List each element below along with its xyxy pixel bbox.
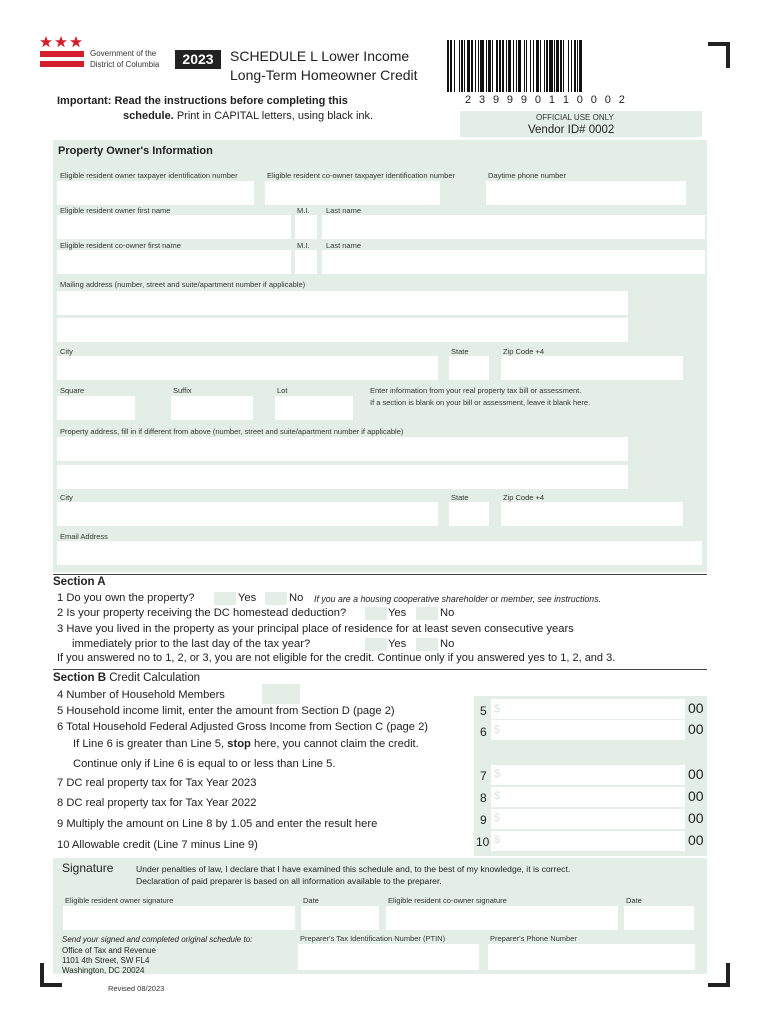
revised-date: Revised 08/2023 — [108, 984, 165, 993]
owner-date-label: Date — [303, 896, 319, 905]
bill-note-2: If a section is blank on your bill or assessment, leave it blank here. — [370, 398, 591, 407]
owner-last-label: Last name — [326, 206, 362, 215]
barcode-bar — [574, 40, 576, 92]
line6-text: 6 Total Household Federal Adjusted Gross Income from Section C (page 2) — [57, 721, 429, 733]
property-state-input[interactable] — [449, 502, 489, 526]
barcode-bar — [488, 40, 490, 92]
address-line-1: Office of Tax and Revenue — [62, 946, 156, 955]
mailing-line1-input[interactable] — [57, 291, 628, 315]
line6-note-a: If Line 6 is greater than Line 5, — [73, 738, 225, 750]
zip-label: Zip Code +4 — [503, 347, 545, 356]
line6-note — [73, 738, 419, 750]
barcode-bar — [486, 40, 487, 92]
coowner-date-input[interactable] — [624, 906, 694, 930]
preparer-phone-label: Preparer's Phone Number — [490, 934, 577, 943]
line8-cents: 00 — [688, 788, 704, 804]
barcode-bar — [549, 40, 552, 92]
barcode-bar — [499, 40, 501, 92]
barcode-bar — [568, 40, 569, 92]
corner-mark-tr-v — [726, 42, 730, 68]
declaration-2: Declaration of paid preparer is based on all information available to the preparer. — [136, 876, 442, 886]
mailing-label: Mailing address (number, street and suite/apartment number if applicable) — [60, 280, 306, 289]
q3-no-label: No — [440, 638, 455, 650]
q3-yes-checkbox[interactable] — [365, 638, 387, 651]
owner-tin-input[interactable] — [57, 181, 254, 205]
section-b-divider — [53, 669, 707, 670]
coowner-mi-input[interactable] — [295, 250, 317, 274]
barcode-bar — [502, 40, 504, 92]
barcode-bar — [533, 40, 534, 92]
year-badge: 2023 — [175, 50, 221, 69]
line6-note-b: here, you cannot claim the credit. — [253, 738, 419, 750]
mailing-line2-input[interactable] — [57, 318, 628, 342]
barcode-bar — [480, 40, 483, 92]
address-line-2: 1101 4th Street, SW FL4 — [62, 956, 150, 965]
phone-input[interactable] — [486, 181, 686, 205]
line5-text: 5 Household income limit, enter the amount from Section D (page 2) — [57, 705, 395, 717]
line9-number: 9 — [480, 813, 487, 827]
section-b-title: Section B — [53, 672, 107, 684]
line7-number: 7 — [480, 769, 487, 783]
line10-input[interactable] — [491, 831, 685, 851]
line9-text: 9 Multiply the amount on Line 8 by 1.05 and enter the result here — [57, 818, 378, 830]
form-title: SCHEDULE L Lower Income — [230, 48, 410, 64]
coowner-mi-label: M.I. — [297, 241, 310, 250]
barcode-bar — [459, 40, 460, 92]
line6-note-stop: stop — [227, 738, 251, 750]
owner-mi-label: M.I. — [297, 206, 310, 215]
barcode-bar — [516, 40, 517, 92]
star-icon — [40, 36, 52, 47]
signature-heading: Signature — [62, 861, 114, 875]
coowner-tin-input[interactable] — [265, 181, 440, 205]
owner-first-input[interactable] — [57, 215, 291, 239]
ptin-input[interactable] — [298, 944, 479, 970]
line9-dollar: $ — [494, 812, 501, 824]
declaration-1: Under penalties of law, I declare that I have examined this schedule and, to the best of my knowledge, it is correct. — [136, 864, 571, 874]
barcode-bar — [506, 40, 507, 92]
continue-note: Continue only if Line 6 is equal to or less than Line 5. — [73, 758, 336, 770]
property-zip-label: Zip Code +4 — [503, 493, 545, 502]
important-text-1: Read the instructions before completing this — [114, 95, 348, 107]
line5-cents: 00 — [688, 700, 704, 716]
phone-label: Daytime phone number — [488, 171, 566, 180]
line6-input[interactable] — [491, 720, 685, 740]
line4-text: 4 Number of Household Members — [57, 689, 225, 701]
line7-cents: 00 — [688, 766, 704, 782]
vendor-id: Vendor ID# 0002 — [528, 124, 615, 136]
suffix-label: Suffix — [173, 386, 192, 395]
important-text-2-bold: schedule. — [123, 110, 174, 122]
line7-dollar: $ — [494, 768, 501, 780]
line6-cents: 00 — [688, 721, 704, 737]
section-a-divider — [53, 574, 707, 575]
q3-text-2: immediately prior to the last day of the tax year? — [72, 638, 311, 650]
owner-first-label: Eligible resident owner first name — [60, 206, 171, 215]
property-address-label: Property address, fill in if different from above (number, street and suite/apartment number if applicable) — [60, 427, 404, 436]
ptin-label: Preparer's Tax Identification Number (PTIN) — [300, 934, 446, 943]
q3-text: 3 Have you lived in the property as your principal place of residence for at least seven consecutive years — [57, 623, 574, 635]
eligibility-note: If you answered no to 1, 2, or 3, you are not eligible for the credit. Continue only if you answered yes to 1, 2, and 3. — [57, 652, 616, 664]
barcode-bar — [579, 40, 581, 92]
lot-label: Lot — [277, 386, 288, 395]
coowner-date-label: Date — [626, 896, 642, 905]
barcode-bar — [556, 40, 558, 92]
q1-no-label: No — [289, 592, 304, 604]
barcode-bar — [447, 40, 449, 92]
line7-text: 7 DC real property tax for Tax Year 2023 — [57, 777, 257, 789]
gov-line2: District of Columbia — [90, 60, 160, 69]
q2-yes-checkbox[interactable] — [365, 607, 387, 620]
section-b-subtitle: Credit Calculation — [109, 672, 201, 684]
suffix-input[interactable] — [171, 396, 253, 420]
line6-dollar: $ — [494, 724, 501, 736]
q1-text: 1 Do you own the property? — [57, 592, 195, 604]
q2-no-checkbox[interactable] — [416, 607, 438, 620]
barcode-bar — [554, 40, 555, 92]
zip-input[interactable] — [501, 356, 683, 380]
owner-last-input[interactable] — [322, 215, 705, 239]
q1-yes-checkbox[interactable] — [214, 592, 236, 605]
line10-number: 10 — [476, 835, 490, 849]
square-input[interactable] — [57, 396, 135, 420]
line6-number: 6 — [480, 725, 487, 739]
coowner-last-label: Last name — [326, 241, 362, 250]
barcode-bar — [526, 40, 527, 92]
owner-heading: Property Owner's Information — [58, 145, 213, 157]
line9-cents: 00 — [688, 810, 704, 826]
barcode-bar — [518, 40, 520, 92]
coowner-last-input[interactable] — [322, 250, 705, 274]
barcode-bar — [544, 40, 545, 92]
corner-mark-br — [708, 983, 730, 987]
preparer-phone-input[interactable] — [488, 944, 695, 970]
barcode-bar — [530, 40, 531, 92]
line8-dollar: $ — [494, 790, 501, 802]
coowner-first-input[interactable] — [57, 250, 291, 274]
corner-mark-bl — [40, 983, 62, 987]
barcode-bar — [560, 40, 562, 92]
lot-input[interactable] — [275, 396, 353, 420]
property-line1-input[interactable] — [57, 437, 628, 461]
barcode-bar — [454, 40, 455, 92]
coowner-signature-label: Eligible resident co-owner signature — [388, 896, 507, 905]
line10-cents: 00 — [688, 832, 704, 848]
q2-no-label: No — [440, 607, 455, 619]
line5-input[interactable] — [491, 699, 685, 719]
barcode-bar — [540, 40, 541, 92]
property-state-label: State — [451, 493, 469, 502]
star-icon — [70, 36, 82, 47]
property-city-label: City — [60, 493, 73, 502]
line10-dollar: $ — [494, 834, 501, 846]
gov-line1: Government of the — [90, 49, 157, 58]
important-text-2: Print in CAPITAL letters, using black ink. — [176, 110, 374, 122]
barcode-digits: 2 3 9 9 9 0 1 1 0 0 0 2 — [465, 94, 628, 106]
barcode-bar — [563, 40, 564, 92]
line8-input[interactable] — [491, 787, 685, 807]
star-icon — [55, 36, 67, 47]
owner-signature-label: Eligible resident owner signature — [65, 896, 174, 905]
q1-yes-label: Yes — [238, 592, 257, 604]
q2-text: 2 Is your property receiving the DC homestead deduction? — [57, 607, 347, 619]
barcode-bar — [461, 40, 463, 92]
barcode-bar — [524, 40, 525, 92]
address-line-3: Washington, DC 20024 — [62, 966, 145, 975]
send-to-label: Send your signed and completed original schedule to: — [62, 935, 253, 944]
official-use-label: OFFICIAL USE ONLY — [536, 113, 614, 122]
barcode-bar — [577, 40, 578, 92]
q1-note: If you are a housing cooperative shareholder or member, see instructions. — [314, 594, 602, 604]
barcode — [447, 40, 683, 92]
barcode-bar — [571, 40, 572, 92]
coowner-tin-label: Eligible resident co-owner taxpayer identification number — [267, 171, 456, 180]
important-label: Important: — [57, 95, 112, 107]
owner-tin-label: Eligible resident owner taxpayer identification number — [60, 171, 238, 180]
line8-text: 8 DC real property tax for Tax Year 2022 — [57, 797, 257, 809]
owner-date-input[interactable] — [301, 906, 379, 930]
coowner-first-label: Eligible resident co-owner first name — [60, 241, 181, 250]
email-input[interactable] — [57, 541, 702, 565]
bill-note-1: Enter information from your real property tax bill or assessment. — [370, 386, 582, 395]
form-subtitle: Long-Term Homeowner Credit — [230, 67, 418, 83]
owner-signature-input[interactable] — [63, 906, 295, 930]
q1-no-checkbox[interactable] — [265, 592, 287, 605]
city-label: City — [60, 347, 73, 356]
line7-input[interactable] — [491, 765, 685, 785]
barcode-bar — [546, 40, 548, 92]
city-input[interactable] — [57, 356, 438, 380]
barcode-bar — [513, 40, 514, 92]
barcode-bar — [475, 40, 476, 92]
barcode-bar — [496, 40, 497, 92]
barcode-bar — [450, 40, 451, 92]
barcode-bar — [464, 40, 465, 92]
line9-input[interactable] — [491, 809, 685, 829]
property-line2-input[interactable] — [57, 465, 628, 489]
state-input[interactable] — [449, 356, 489, 380]
barcode-bar — [508, 40, 511, 92]
property-zip-input[interactable] — [501, 502, 683, 526]
property-city-input[interactable] — [57, 502, 438, 526]
dc-flag-logo — [40, 34, 84, 70]
email-label: Email Address — [60, 532, 108, 541]
q3-yes-label: Yes — [388, 638, 407, 650]
q3-no-checkbox[interactable] — [416, 638, 438, 651]
barcode-bar — [492, 40, 493, 92]
state-label: State — [451, 347, 469, 356]
owner-mi-input[interactable] — [295, 215, 317, 239]
line5-number: 5 — [480, 704, 487, 718]
section-a-heading: Section A — [53, 576, 106, 588]
q2-yes-label: Yes — [388, 607, 407, 619]
section-b-heading — [53, 672, 200, 684]
barcode-bar — [536, 40, 539, 92]
line4-input[interactable] — [262, 684, 300, 704]
important-note-2 — [123, 110, 373, 122]
barcode-bar — [467, 40, 470, 92]
barcode-bar — [478, 40, 479, 92]
line8-number: 8 — [480, 791, 487, 805]
coowner-signature-input[interactable] — [386, 906, 618, 930]
important-note — [57, 95, 348, 107]
line5-dollar: $ — [494, 703, 501, 715]
line10-text: 10 Allowable credit (Line 7 minus Line 9) — [57, 839, 258, 851]
square-label: Square — [60, 386, 85, 395]
barcode-bar — [471, 40, 473, 92]
